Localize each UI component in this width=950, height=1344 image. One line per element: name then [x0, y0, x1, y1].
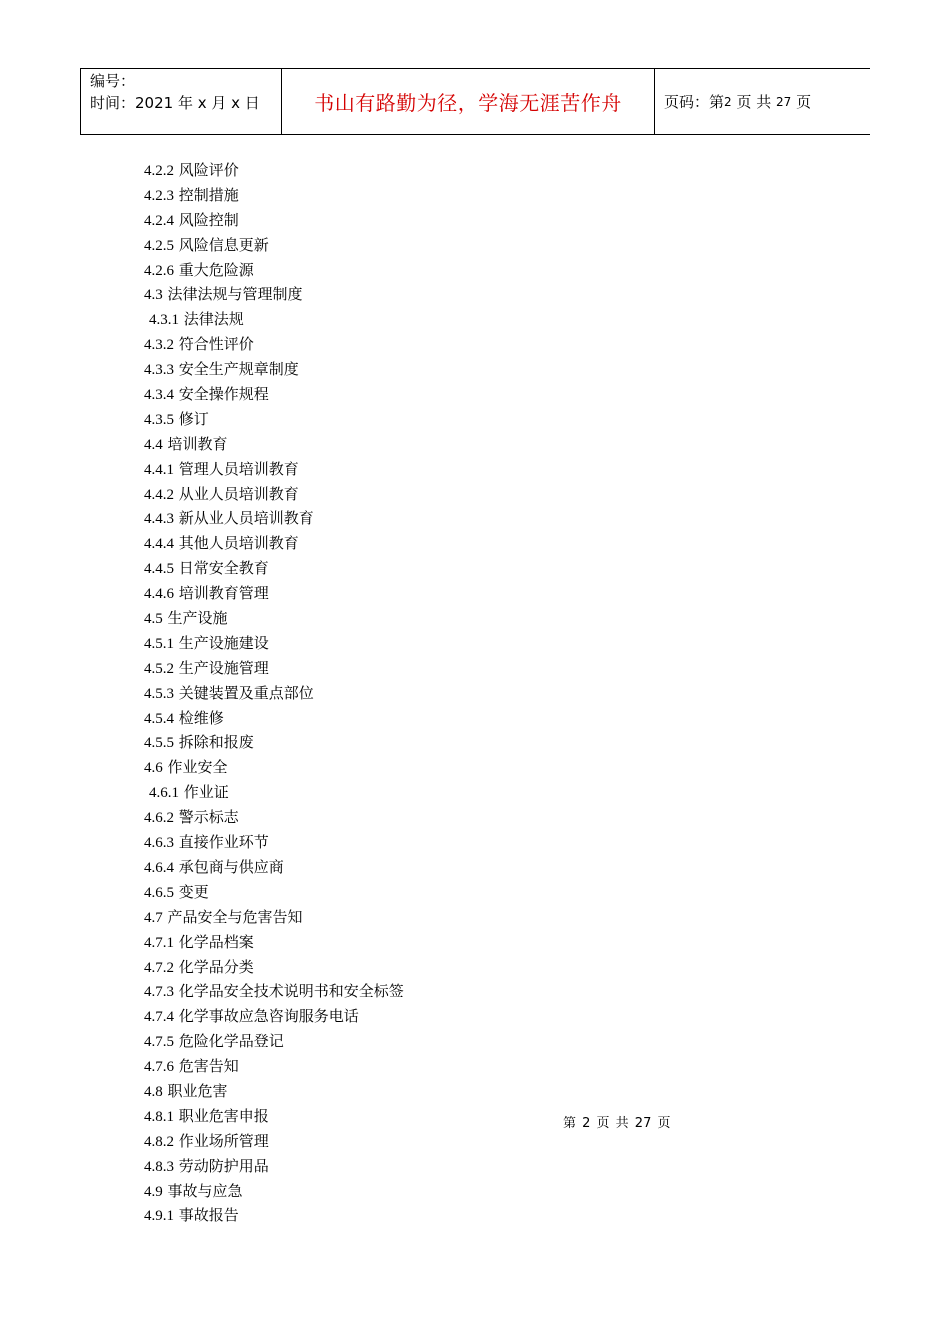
page-current: 2 [724, 94, 732, 109]
time-label: 时间：2021 年 x 月 x 日 [90, 94, 260, 112]
toc-item-title: 危险化学品登记 [178, 1032, 284, 1051]
toc-item-number: 4.5.2 [144, 660, 174, 677]
toc-item [144, 1079, 404, 1104]
toc-item [144, 382, 404, 407]
toc-item-title: 化学品安全技术说明书和安全标签 [178, 982, 404, 1001]
toc-item-title: 安全生产规章制度 [178, 360, 299, 379]
toc-item [144, 1029, 404, 1054]
toc-item-title: 承包商与供应商 [178, 857, 284, 876]
toc-item-title: 职业危害 [167, 1081, 228, 1100]
toc-item-number: 4.5.1 [144, 635, 174, 652]
toc-item-number: 4.6 [144, 760, 163, 777]
toc-item-number: 4.4.5 [144, 561, 174, 578]
toc-item-number: 4.6.4 [144, 859, 174, 876]
toc-item-number: 4.8.1 [144, 1108, 174, 1125]
toc-item [144, 755, 404, 780]
toc-item-title: 直接作业环节 [178, 833, 269, 852]
toc-item [144, 482, 404, 507]
page-footer: 第 2 页 共 27 页 [563, 1116, 671, 1131]
toc-item [144, 233, 404, 258]
toc-item [144, 332, 404, 357]
header-meta-cell [81, 69, 282, 134]
toc-item-number: 4.3.2 [144, 337, 174, 354]
toc-item-title: 变更 [178, 882, 209, 901]
toc-item-number: 4.9 [144, 1183, 163, 1200]
toc-item [144, 979, 404, 1004]
toc-item-number: 4.3.1 [149, 312, 179, 329]
document-header [80, 68, 870, 135]
toc-item-title: 管理人员培训教育 [178, 459, 299, 478]
toc-item-number: 4.4.4 [144, 536, 174, 553]
toc-item-number: 4.2.4 [144, 212, 174, 229]
toc-item-title: 符合性评价 [178, 335, 254, 354]
toc-item-title: 生产设施管理 [178, 658, 269, 677]
toc-item-title: 控制措施 [178, 185, 239, 204]
toc-item [144, 1154, 404, 1179]
toc-item [144, 905, 404, 930]
toc-item-title: 日常安全教育 [178, 559, 269, 578]
toc-item-number: 4.7.2 [144, 959, 174, 976]
toc-item-number: 4.2.3 [144, 187, 174, 204]
toc-item-title: 生产设施建设 [178, 633, 269, 652]
page-total: 27 [776, 94, 792, 109]
toc-item-number: 4.7.6 [144, 1059, 174, 1076]
toc-item-title: 职业危害申报 [178, 1106, 269, 1125]
toc-item-number: 4.7.3 [144, 984, 174, 1001]
toc-item-title: 化学事故应急咨询服务电话 [178, 1007, 359, 1026]
toc-item [144, 282, 404, 307]
toc-item-title: 生产设施 [167, 609, 228, 628]
toc-item [144, 1203, 404, 1228]
toc-item-title: 危害告知 [178, 1057, 239, 1076]
toc-item-number: 4.4.2 [144, 486, 174, 503]
toc-item-title: 新从业人员培训教育 [178, 509, 314, 528]
page-mid: 页 共 [736, 93, 772, 111]
toc-item-title: 重大危险源 [178, 260, 254, 279]
toc-item-number: 4.3 [144, 287, 163, 304]
toc-item-title: 作业场所管理 [178, 1131, 269, 1150]
toc-item [144, 357, 404, 382]
toc-item [144, 581, 404, 606]
toc-item-title: 作业证 [183, 783, 229, 802]
toc-item-number: 4.6.1 [149, 785, 179, 802]
toc-item [144, 183, 404, 208]
toc-item-title: 化学品分类 [178, 957, 254, 976]
toc-item-number: 4.2.5 [144, 237, 174, 254]
toc-item [144, 955, 404, 980]
toc-item-title: 事故报告 [178, 1206, 239, 1225]
page-prefix: 页码：第 [664, 93, 725, 111]
toc-item-title: 关键装置及重点部位 [178, 683, 314, 702]
toc-item-number: 4.4 [144, 436, 163, 453]
motto-text: 书山有路勤为径，学海无涯苦作舟 [314, 91, 622, 115]
toc-item-title: 安全操作规程 [178, 385, 269, 404]
toc-item [144, 1129, 404, 1154]
table-of-contents [144, 158, 404, 1228]
toc-item [144, 1104, 404, 1129]
toc-item-number: 4.3.3 [144, 362, 174, 379]
toc-item [144, 780, 404, 805]
toc-item-title: 拆除和报废 [178, 733, 254, 752]
toc-item-number: 4.6.2 [144, 810, 174, 827]
toc-item-title: 产品安全与危害告知 [167, 907, 303, 926]
toc-item-title: 培训教育管理 [178, 584, 269, 603]
toc-item-number: 4.5 [144, 611, 163, 628]
toc-item [144, 1004, 404, 1029]
page-suffix: 页 [796, 93, 812, 111]
toc-item [144, 1054, 404, 1079]
toc-item-title: 其他人员培训教育 [178, 534, 299, 553]
toc-item-number: 4.6.5 [144, 884, 174, 901]
toc-item-title: 风险信息更新 [178, 235, 269, 254]
toc-item [144, 432, 404, 457]
toc-item [144, 631, 404, 656]
toc-item [144, 307, 404, 332]
toc-item [144, 531, 404, 556]
toc-item-number: 4.7.1 [144, 934, 174, 951]
toc-item-title: 化学品档案 [178, 932, 254, 951]
toc-item-number: 4.5.4 [144, 710, 174, 727]
toc-item [144, 730, 404, 755]
toc-item-title: 作业安全 [167, 758, 228, 777]
number-label: 编号： [90, 72, 136, 90]
toc-item-number: 4.2.6 [144, 262, 174, 279]
header-motto-cell [282, 69, 655, 134]
toc-item [144, 855, 404, 880]
toc-item-title: 警示标志 [178, 808, 239, 827]
header-page-cell [655, 69, 870, 134]
toc-item-number: 4.7.4 [144, 1009, 174, 1026]
toc-item [144, 457, 404, 482]
toc-item-title: 法律法规 [183, 310, 244, 329]
toc-item-number: 4.4.1 [144, 461, 174, 478]
toc-item-number: 4.5.3 [144, 685, 174, 702]
toc-item-title: 风险评价 [178, 161, 239, 179]
toc-item-title: 从业人员培训教育 [178, 484, 299, 503]
toc-item [144, 208, 404, 233]
toc-item [144, 258, 404, 283]
toc-item [144, 407, 404, 432]
toc-item-number: 4.8.3 [144, 1158, 174, 1175]
toc-item-number: 4.8 [144, 1083, 163, 1100]
toc-item [144, 805, 404, 830]
toc-item-title: 法律法规与管理制度 [167, 285, 303, 304]
toc-item [144, 656, 404, 681]
toc-item [144, 880, 404, 905]
toc-item-number: 4.4.3 [144, 511, 174, 528]
toc-item [144, 158, 404, 183]
toc-item-title: 修订 [178, 409, 209, 428]
toc-item [144, 606, 404, 631]
toc-item-title: 风险控制 [178, 210, 239, 229]
toc-item [144, 706, 404, 731]
toc-item-title: 培训教育 [167, 434, 228, 453]
toc-item-number: 4.8.2 [144, 1133, 174, 1150]
toc-item-number: 4.6.3 [144, 835, 174, 852]
toc-item [144, 830, 404, 855]
toc-item-number: 4.3.5 [144, 411, 174, 428]
toc-item [144, 1179, 404, 1204]
toc-item-number: 4.4.6 [144, 586, 174, 603]
toc-item-number: 4.3.4 [144, 387, 174, 404]
toc-item-title: 事故与应急 [167, 1181, 243, 1200]
toc-item [144, 930, 404, 955]
toc-item [144, 556, 404, 581]
toc-item-number: 4.5.5 [144, 735, 174, 752]
toc-item [144, 506, 404, 531]
toc-item-number: 4.7.5 [144, 1034, 174, 1051]
toc-item-number: 4.7 [144, 909, 163, 926]
toc-item-number: 4.2.2 [144, 163, 174, 179]
toc-item-title: 劳动防护用品 [178, 1156, 269, 1175]
toc-item [144, 681, 404, 706]
toc-item-number: 4.9.1 [144, 1208, 174, 1225]
toc-item-title: 检维修 [178, 708, 224, 727]
